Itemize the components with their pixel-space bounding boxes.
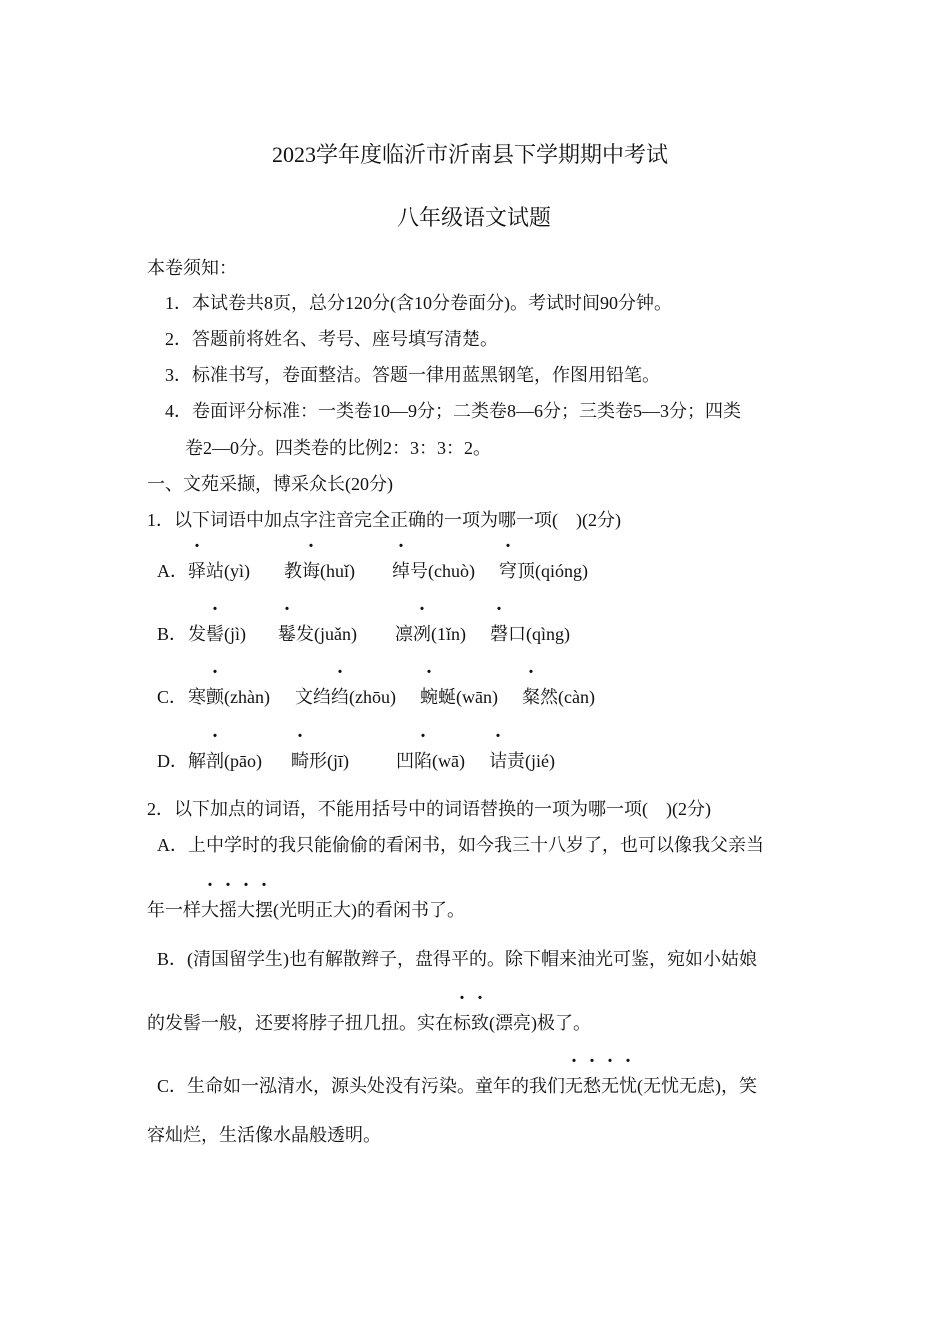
q1-d-word-4: 诘责(jié): [489, 747, 555, 773]
q1-a-word-2: 教诲(huǐ): [284, 557, 355, 583]
q1-c-word-2: 文绉绉(zhōu): [295, 683, 396, 709]
option-label: D．: [157, 751, 188, 771]
emphasis-char: 无: [601, 1076, 620, 1096]
q1-c-word-3: 蜿蜒(wān): [420, 683, 498, 709]
emphasis-char: 驿: [188, 561, 206, 581]
section-heading: 一、文苑采撷，博采众长(20分): [147, 474, 393, 494]
notice-item: 2．答题前将姓名、考号、座号填写清楚。: [165, 329, 498, 349]
q2-option-c-line-1: C．生命如一泓清水，源头处没有污染。童年的我们无愁无忧(无忧无虑)，笑: [157, 1072, 757, 1098]
emphasis-char: 标: [453, 1013, 471, 1033]
emphasis-char: 粲: [522, 687, 540, 707]
q1-option-a: [157, 557, 188, 583]
q1-b-word-4: 磬口(qìng): [490, 620, 570, 646]
emphasis-char: 剖: [206, 751, 224, 771]
q1-b-word-2: 鬈发(juǎn): [278, 620, 357, 646]
emphasis-char: 大: [237, 900, 255, 920]
q1-d-word-1: 解剖(pāo): [188, 747, 262, 773]
q1-b-word-3: 凛冽(1ǐn): [395, 620, 466, 646]
emphasis-char: 摆: [255, 900, 273, 920]
q1-d-word-3: 凹陷(wā): [396, 747, 465, 773]
emphasis-char: 诲: [302, 561, 320, 581]
page-subtitle: 八年级语文试题: [397, 205, 552, 230]
q1-a-word-4: 穹顶(qióng): [499, 557, 588, 583]
emphasis-char: 绰: [392, 561, 410, 581]
question-1-stem: 1．以下词语中加点字注音完全正确的一项为哪一项( )(2分): [147, 510, 621, 530]
notice-item: 卷2—0分。四类卷的比例2：3：3：2。: [185, 438, 491, 458]
notice-item: 1．本试卷共8页，总分120分(含10分卷面分)。考试时间90分钟。: [165, 293, 672, 313]
emphasis-char: 髻: [206, 624, 224, 644]
q1-c-word-4: 粲然(càn): [522, 683, 595, 709]
q1-a-word-3: 绰号(chuò): [392, 557, 475, 583]
q2-option-a-line-2: 年一样大摇大摆(光明正大)的看闲书了。: [147, 896, 465, 922]
q2-option-b-line-1: B．(清国留学生)也有解散辫子，盘得平的。除下帽来油光可鉴，宛如小姑娘: [157, 949, 757, 969]
option-label: C．: [157, 687, 188, 707]
q2-option-a-line-1: A．上中学时的我只能偷偷的看闲书，如今我三十八岁了，也可以像我父亲当: [157, 835, 764, 855]
q1-option-b: [157, 620, 187, 646]
notice-heading: 本卷须知：: [147, 258, 237, 278]
emphasis-char: 忧: [619, 1076, 638, 1096]
q1-option-c: [157, 683, 187, 709]
emphasis-char: 穹: [499, 561, 517, 581]
emphasis-char: 愁: [583, 1076, 602, 1096]
emphasis-char: 诘: [489, 751, 507, 771]
emphasis-char: 畸: [291, 751, 309, 771]
q1-option-d: [157, 747, 188, 773]
q1-c-word-1: 寒颤(zhàn): [188, 683, 270, 709]
emphasis-char: 磬: [490, 624, 508, 644]
page-title: 2023学年度临沂市沂南县下学期期中考试: [272, 142, 669, 167]
option-label: A．: [157, 561, 188, 581]
emphasis-char: 冽: [413, 624, 431, 644]
option-label: B．: [157, 624, 188, 644]
emphasis-char: 鬈: [278, 624, 296, 644]
emphasis-char: 蜿: [420, 687, 438, 707]
emphasis-char: 绉: [331, 687, 349, 707]
emphasis-char: 陷: [414, 751, 432, 771]
question-2-stem: 2．以下加点的词语，不能用括号中的词语替换的一项为哪一项( )(2分): [147, 799, 711, 819]
emphasis-char: 致: [471, 1013, 489, 1033]
q2-option-c-line-2: 容灿烂，生活像水晶般透明。: [147, 1125, 381, 1145]
q2-option-b-line-2: 的发髻一般，还要将脖子扭几扭。实在标致(漂亮)极了。: [147, 1009, 591, 1035]
q1-d-word-2: 畸形(jī): [291, 747, 349, 773]
notice-item: 3．标准书写，卷面整洁。答题一律用蓝黑钢笔，作图用铅笔。: [165, 365, 660, 385]
emphasis-char: 大: [201, 900, 219, 920]
emphasis-char: 摇: [219, 900, 237, 920]
emphasis-char: 无: [565, 1076, 584, 1096]
q1-b-word-1: 发髻(jì): [188, 620, 246, 646]
notice-item: 4．卷面评分标准：一类卷10—9分；二类卷8—6分；三类卷5—3分；四类: [165, 401, 741, 421]
emphasis-char: 颤: [206, 687, 224, 707]
q1-a-word-1: 驿站(yì): [188, 557, 250, 583]
